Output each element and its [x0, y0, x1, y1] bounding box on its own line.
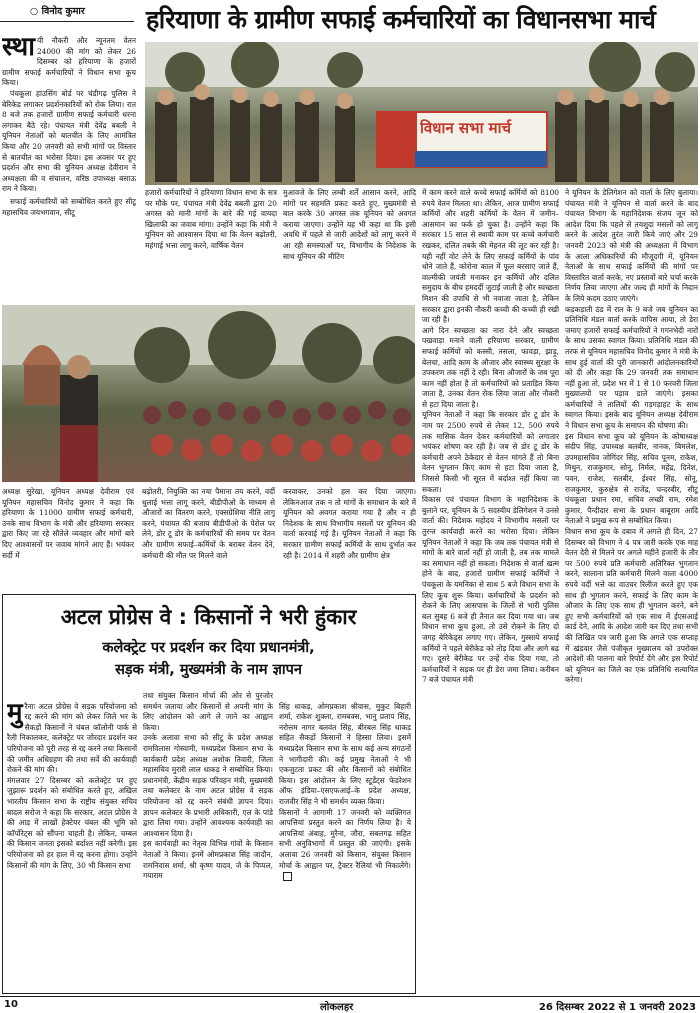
left-column	[2, 36, 136, 304]
box-subhead-line-1: कलेक्ट्रेट पर प्रदर्शन कर दिया प्रधानमंत्री,	[102, 640, 315, 656]
left-column-paragraph-3: सफाई कर्मचारियों को सम्बोधित करते हुए सीटू महासचिव जयभगवान, सीटू	[2, 196, 136, 217]
publication-name: लोकलहर	[320, 1002, 354, 1013]
rally-photo	[2, 305, 415, 482]
box-column-2: तथा संयुक्त किसान मोर्चा की ओर से पुरजोर समर्थन जताया और किसानों से अपनी मांग के लिए आंदोलन को आगे ले जाने का आह्वान किया। उनके अलावा सभा को सीटू के प्रदेश अध्यक्ष रामविलास गोस्वामी, मध्यप्रदेश किसान सभा के कार्यकारी प्रदेश अध्यक्ष अशोक तिवारी, जिला महासचिव मुरारी लाल धाकड़ ने सम्बोधित किया। प्रधानमंत्री, केंद्रीय सड़क परिवहन मंत्री, मुख्यमंत्री तथा कलेक्टर के नाम अटल प्रोग्रेस वे सड़क परियोजना को रद्द करने संबंधी ज्ञापन दिया। ज्ञापन कलेक्टर के प्रभारी अधिकारी, एल के पांडे द्वारा लिया गया। उन्होंने आवश्यक कार्यवाही का आश्वासन दिया है। इस कार्यवाही का नेतृत्व विभिन्न गांवों के किसान नेताओं ने किया। इनमें ओमप्रकाश सिंह जादौन, रामनिवास शर्मा, श्री कृष्ण यादव, जे के पिप्पल, गयाराम	[143, 691, 273, 881]
dropcap: स्था	[2, 36, 35, 62]
march-photo	[145, 42, 698, 185]
row2-column-2: बढ़ोतरी, नियुक्ति का नया पैमाना तय करने, वर्दी धुलाई भत्ता लागू करने, बीडीपीओ के माध्यम से औजारों का वितरण करने, एक्सग्रेशिया नीति लागू करने, पंचायत की बजाय बीडीपीओ के पेरोल पर लेने, डोर टू डोर के कर्मचारियों की समय पर वेतन और ग्रामीण सफाई–कर्मियों के बराबर वेतन देने, कर्मचारी की मौत पर मिलने वाले	[142, 487, 275, 560]
box-subhead-line-2: सड़क मंत्री, मुख्यमंत्री के नाम ज्ञापन	[115, 662, 302, 678]
headline: हरियाणा के ग्रामीण सफाई कर्मचारियों का विधानसभा मार्च	[146, 5, 656, 34]
box-headline: अटल प्रोग्रेस वे : किसानों ने भरी हुंकार	[60, 605, 357, 629]
box-column-1-text: रैनाः अटल प्रोग्रेस वे सड़क परियोजना को रद्द करने की मांग को लेकर जिले भर के सैकड़ों किसानों ने चंबल कॉलोनी पार्क से रैली निकालकर, कलेक्ट्रेट पर जोरदार प्रदर्शन कर परियोजना को पूरी तरह से रद्द करने तथा किसानों की जमीन अधिग्रहण की तथा सर्वे की कार्यवाही रोकने की मांग की। मंगलवार 27 दिसम्बर को कलेक्ट्रेट पर हुए जुझारू प्रदर्शन को संबोधित करते हुए, अखिल भारतीय किसान सभा के राष्ट्रीय संयुक्त सचिव बादल सरोज ने कहा कि सरकार, अटल प्रोग्रेस वे की आड़ में लाखों हेक्टेयर चंबल की भूमि को कॉर्पोरेट्स को सौंपना चाहती है। लेकिन, चम्बल की किसान जनता इसको बर्दाश्त नहीं करेगी। इस परियोजना को हर हाल में रद्द करना होगा। उन्होंने किसानों की मांग के लिए, 30 भी किसान सभा	[7, 701, 137, 870]
row2-column-3: करवाकर, उनको हल कर दिया जाएगा। लेकिनआज तक न तो मांगों के समाधान के बारे में यूनियन को अवगत कराया गया है और न ही निदेशक के साथ विभागीय मसलों पर यूनियन की वार्ता करवाई गई है। यूनियन नेताओं ने कहा कि सरकार ग्रामीण सफाई कर्मियों के साथ दुर्भात कर रही है। 2014 में शहरी और ग्रामीण क्षेत्र	[283, 487, 416, 560]
box-column-1	[7, 691, 137, 989]
body-column-1: हजारों कर्मचारियों ने हरियाणा विधान सभा के सत्र पर मौके पर, पंचायत मंत्री देवेंद्र बबली द्वारा 20 अगस्त को मानी मांगों के बारे की गई वायदा खिलाफी का जवाब मांगा। उन्होंने कहा कि मंत्री ने यूनियन को आश्वासन दिया था कि वेतन बढ़ोतरी, महंगाई भत्ता लागू करने, वार्षिक वेतन	[145, 188, 277, 250]
footer-rule	[0, 996, 700, 997]
boxed-story	[2, 594, 416, 994]
box-column-3-text: सिंह धाकड़, ओमप्रकाश श्रीवास, मुकुट बिहारी शर्मा, राकेश शुक्ला, रामबक्स, भानु प्रताप सिंह, नरोत्तम नागर बलवंत सिंह, बीरबल सिंह धाकड़ सहित सैकड़ों किसानों ने हिस्सा लिया। इसमें मध्यप्रदेश किसान सभा के साथ कई अन्य संगठनों ने भागीदारी की। कई प्रमुख नेताओं ने भी एकजुटता प्रकट की और किसानों को संबोधित किया। इस आंदोलन के लिए स्टूडेंट्स फेडरेशन ऑफ इंडिया–एसएफआई–के प्रदेश अध्यक्ष, राजवीर सिंह ने भी समर्थन व्यक्त किया। किसानों ने आगामी 17 जनवरी को व्यक्तिगत आपत्तियां प्रस्तुत करने का निर्णय लिया है। ये आपत्तियां अंबाह, मुरैना, जौरा, सबलगढ़ सहित सभी अनुविभागों में प्रस्तुत की जाएंगी। इसके अलावा 26 जनवरी को किसान, संयुक्त किसान मोर्चा के आह्वान पर, ट्रैक्टर रैलियां भी निकालेंगे।	[279, 701, 411, 870]
byline: ○ विनोद कुमार	[30, 6, 85, 17]
byline-rule	[0, 21, 134, 22]
page-number: 10	[4, 999, 18, 1010]
row2-column-1: अध्यक्ष सुरेखा, यूनियन अध्यक्ष देवीराम एवं यूनियन महासचिव विनोद कुमार ने कहा कि हरियाणा के 11000 ग्रामीण सफाई कर्मचारी, उनके साथ विभाग के मंत्री और हरियाणा सरकार द्वारा किए जा रहे सौतेले व्यवहार और मांगों बारे दिए आश्वासनों पर जवाब मांगने आए हैं। भयंकर सर्दी में	[2, 487, 134, 560]
march-photo-graphic	[145, 42, 698, 185]
march-banner-text: विधान सभा मार्च	[420, 119, 512, 137]
body-column-3: में काम करने वाले कच्चे सफाई कर्मियों को 8100 रुपये वेतन मिलता था। लेकिन, आज ग्रामीण सफाई कर्मियों और शहरी कर्मियों के वेतन में जमीन–आसमान का फर्क हो चुका है। उन्होंने कहा कि सरकार 15 साल से स्थायी काम पर कच्चे कर्मचारी रखकर, दलित तबके की मेहनत की लूट कर रही है। यही नहीं वोट लेने के लिए सफाई कर्मियों के पांव धोने जाते हैं, कोरोना काल में फूल बरसाए जाते हैं, वाल्मीकी जयंती मनाकर इन कर्मियों और दलित समुदाय के बीच हमदर्दी जुटाई जाती है और स्वच्छता मिशन की उपाधि से भी नवाजा जाता है, लेकिन सरकार द्वारा इनकी नौकरी कच्ची की कच्ची ही रखी जा रही है। आगे दिन स्वच्छता का नारा देने और स्वच्छता पखवाड़ा मनाने वाली हरियाणा सरकार, ग्रामीण सफाई कर्मियों को कस्सी, तसला, फावड़ा, झाड़ू, बेलचा, आदि काम के औजार और स्वास्थ्य सुरक्षा के उपकरण तक नहीं दे रही। बिना औजारों के जब पूरा काम नहीं होता है तो कर्मचारियों को प्रताड़ित किया जाता है, उनका वेतन रोक लिया जाता और नौकरी से हटा दिया जाता है। यूनियन नेताओं ने कहा कि सरकार डोर टू डोर के नाम पर 2500 रुपये से लेकर 12, 500 रुपये तक मासिक वेतन देकर कर्मचारियों को लगातार भयंकर शोषण कर रही है। जब से डोर टू डोर के कर्मचारी अपने ठेकेदार से वेतन मांगते हैं तो बिना वेतन भुगतान किए काम से हटा दिया जाता है, जिससे किसी भी सूरत में बर्दाश्त नहीं किया जा सकता। विकास एवं पंचायत विभाग के महानिदेशक के बुलाने पर, यूनियन के 5 सदस्यीय डेलिगेशन ने उनसे वार्ता की। निदेशक महोदय ने विभागीय मसलों पर तुरन्त कार्यवाही करने का भरोसा दिया। लेकिन यूनियन नेताओं ने कहा कि जब तक पंचायत मंत्री से मांगों के बारे वार्ता नहीं हो जाती है, तब तक मामले का समाधान नहीं हो सकता। निदेशक से वार्ता खत्म होने के बाद, हजारों ग्रामीण सफाई कर्मियों ने पंचकूला के यमनिका से साथ 5 बजे विधान सभा के लिए कूच शुरू किया। कर्मचारियों के प्रदर्शन को रोकने के लिए आसपास के जिलों से भारी पुलिस बल सुबह 6 बजे ही तैनात कर दिया गया था। जब विधान सभा कूच हुआ, तो उसे रोकने के लिए दो जगह बेरिकेड्स लगाए गए। लेकिन, गुस्साये सफाई कर्मियों ने पहले बेरीकेड को तोड़ दिया और आगे बढ़ गए। दूसरे बेरीकेड पर उन्हें रोक दिया गया, तो कर्मचारियों ने सड़क पर ही डेरा जमा लिया। करीबन 7 बजे पंचायत मंत्री	[422, 188, 559, 685]
rally-photo-graphic	[2, 305, 415, 482]
issue-date: 26 दिसम्बर 2022 से 1 जनवरी 2023	[538, 1002, 696, 1013]
left-column-paragraph-1: यी नौकरी और न्यूनतम वेतन 24000 की मांग को लेकर 26 दिसम्बर को हरियाणा के हजारों ग्रामीण सफाई कर्मचारियों ने विधान सभा कूच किया।	[2, 36, 136, 88]
box-dropcap: मु	[7, 697, 23, 728]
left-column-paragraph-2: पंचकूला हाउसिंग बोर्ड पर चंडीगढ़ पुलिस ने बेरिकेड लगाकर प्रदर्शनकारियों को रोक लिया। रात 8 बजे तक हजारों ग्रामीण सफाई कर्मचारी धरना लगाकर बैठे रहे। पंचायत मंत्री देवेंद्र बबली ने यूनियन नेताओं को बातचीत के लिए आमंत्रित किया और 20 जनवरी को सभी मांगों पर विस्तार से बातचीत का भरोसा दिया। इस अवसर पर हुए प्रदर्शन और सभा की यूनियन अध्यक्ष देवीराम ने अध्यक्षता की व संचालन, वरिष्ठ उपाध्यक्ष बसाऊ राम ने किया।	[2, 88, 136, 194]
body-column-2: मुआवजे के लिए लम्बी शर्तें आसान करने, आदि मांगों पर सहमति प्रकट करते हुए, मुख्यमंत्री से बात करके 30 अगस्त तक यूनियन को अवगत कराया जाएगा। उन्होंने यह भी कहा था कि इसी अवधि में पहले से जारी आदेशों को लागू करने में आ रही समस्याओं पर, विभागीय के निदेशक के साथ यूनियन की मीटिंग	[283, 188, 416, 261]
box-column-3	[279, 691, 411, 989]
end-mark-icon	[283, 872, 292, 881]
body-column-4: ने यूनियन के डेलिगेशन को वार्ता के लिए बुलाया। पंचायत मंत्री ने यूनियन से वार्ता करने के बाद पंचायत विभाग के महानिदेशक संजय जून को आदेश दिया कि पहले से तयशुदा मसलों को लागू करने के आदेश तुरंत जारी किये जाएं और 29 जनवरी 2023 को मंत्री की अध्यक्षता में विभाग के आला अधिकारियों की मौजूदगी में, यूनियन नेताओं के साथ सफाई कर्मियों की मांगों पर विस्तारित वार्ता करके, नए प्रस्तावों बारे चर्चा करके निर्णय लिया जाएगा और जल्द ही मांगों के निदान के लिये कदम उठाए जाएंगे। कड़कड़ाती ठंड में रात के 9 बजे जब यूनियन का प्रतिनिधि मंडल वार्ता करके वापिस आया, तो डेरा जमाए हजारों सफाई कर्मचारियों ने गगनभेदी नारों के साथ उसका स्वागत किया। प्रतिनिधि मंडल की तरफ से यूनियन महासचिव विनोद कुमार ने मंत्री के साथ हुई वार्ता की पूरी जानकारी आंदोलनकारियों को दी और कहा कि 29 जनवरी तक समाधान नहीं हुआ तो, प्रदेश भर में 1 से 10 फरवरी जिला मुख्यालयों पर पड़ाव डाले जाएंगे। इसका कर्मचारियों ने तालियों की गड़गड़ाहट के साथ स्वागत किया। इसके बाद यूनियन अध्यक्ष देवीराम ने विधान सभा कूच के समापन की घोषणा की। इस विधान सभा कूच को यूनियन के कोषाध्यक्ष संदीप सिंह, उपाध्यक्ष बलबीर, नानक, बिमलेश, उपमहासचिव जोगिंदर सिंह, सचिव पूनम, राकेश, मिथुन, राजकुमार, सोनू, निर्मल, महेंद्र, दिनेश, पवन, राजेश, सतबीर, ईश्वर सिंह, सोनू, राजकुमार, कुरुक्षेत्र से राजेंद्र, चन्दरबीर, सीटू पंचकूला प्रधान रमा, सचिव लच्छी राम, रमेश कुमार, पैन्दीदार सभा के प्रधान बाबूराम आदि नेताओं ने प्रमुख रूप से सम्बोधित किया। विधान सभा कूच के दबाव में अगले ही दिन, 27 दिसम्बर को विभाग ने 4 पत्र जारी करके एक माह वेतन देरी से मिलने पर अगले महीने हजारी के तौर पर 500 रुपये प्रति कर्मचारी अतिरिक्त भुगतान करने, सालाना प्रति कर्मचारी मिलने वाला 4000 रुपये वर्दी भत्ते का वाउचर रिलीज करते हुए एक साथ ही भुगतान करने, सफाई के लिए काम के औजार के लिए एक साथ ही भुगतान करने, बने हुए सभी कर्मचारियों को एक साथ में ईएसआई कार्ड देने, आदि के आदेश जारी कर दिए तथा सभी की लिखित पत्र जारी हुआ कि अगले एक सप्ताह में खंडवार जैसे पंजीकृत मुख्यालय को उपरोक्त आदेशों की पालना बारे रिपोर्ट देंगे और इस रिपोर्ट को यूनियन का जिले का एक प्रतिनिधि सत्यापित करेगा।	[565, 188, 698, 685]
